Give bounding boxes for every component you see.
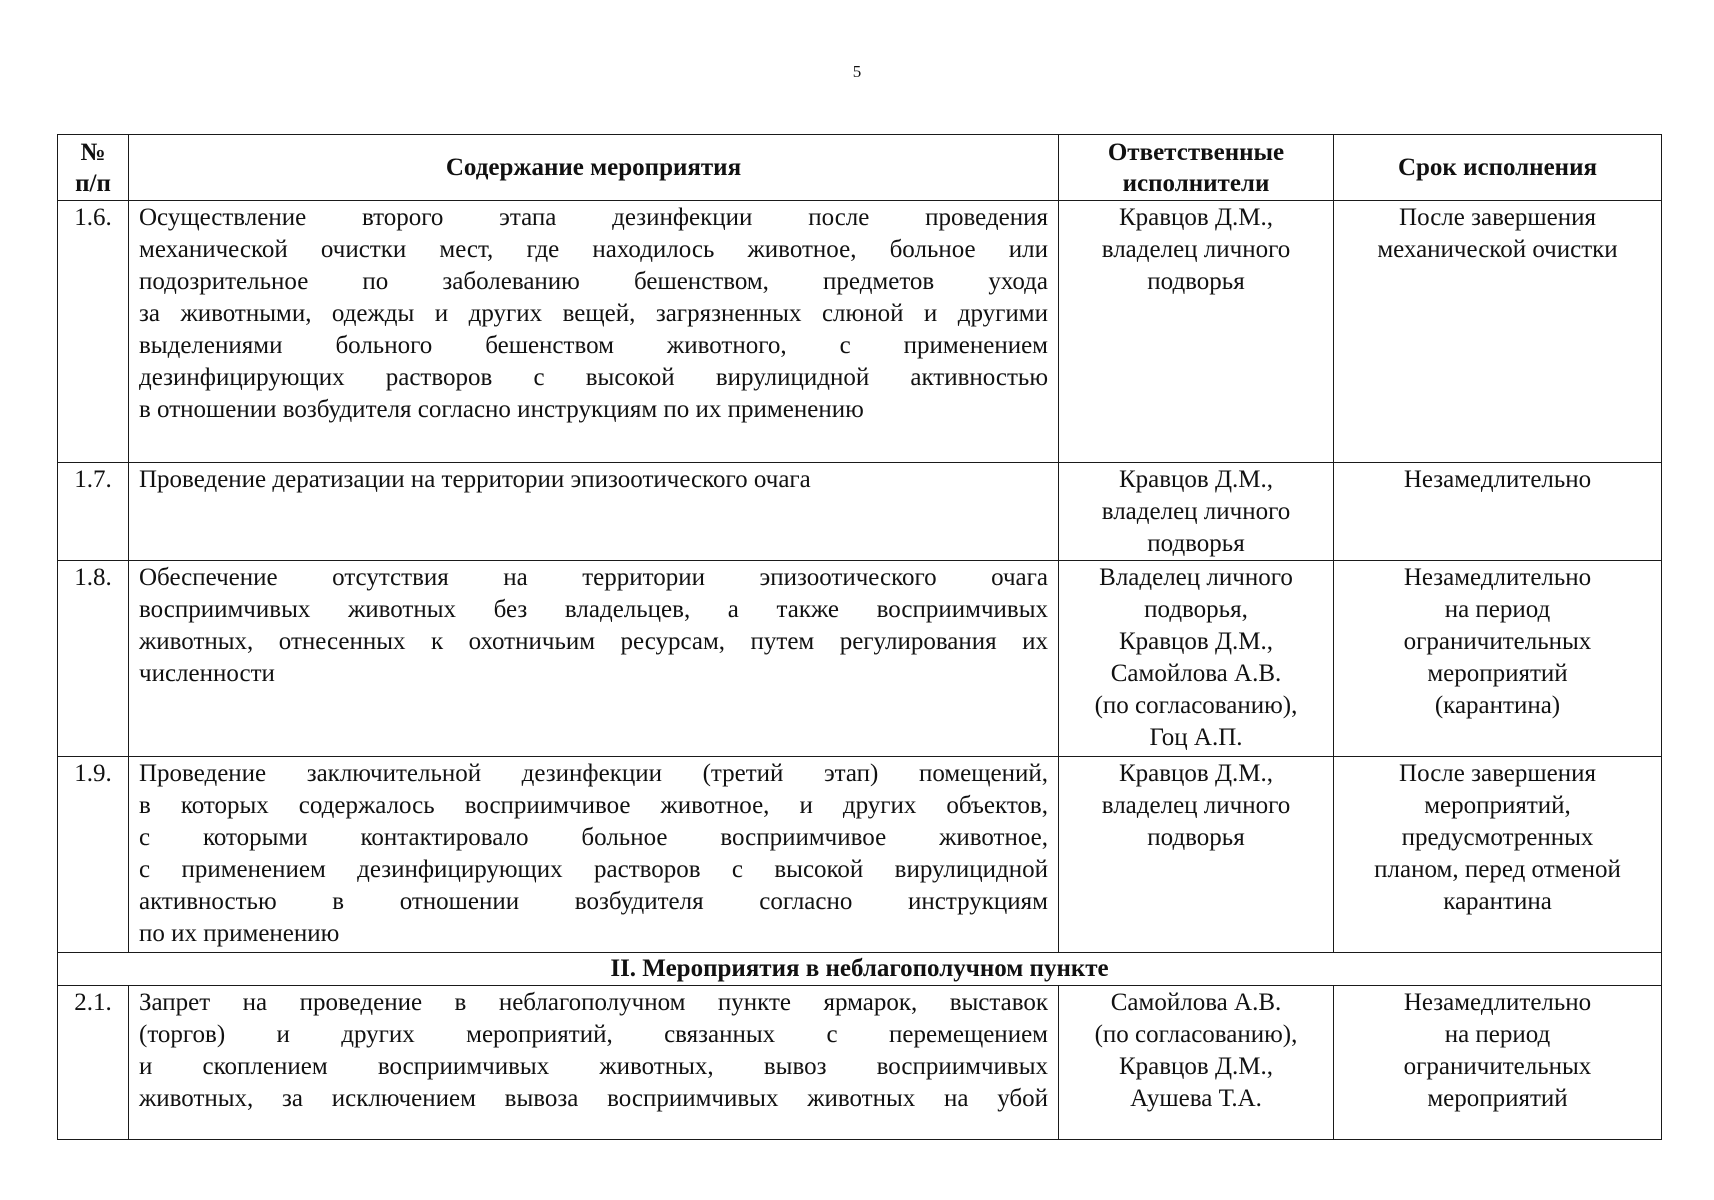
section-header-row (58, 953, 1662, 986)
row-deadline: Незамедлительно на период ограничительных мероприятий (1334, 986, 1662, 1140)
row-responsible: Владелец личного подворья, Кравцов Д.М., Самойлова А.В. (по согласованию), Гоц А.П. (1059, 561, 1334, 757)
page-number: 5 (852, 62, 862, 81)
table-row (58, 201, 1662, 463)
section-title: II. Мероприятия в неблагополучном пункте (58, 953, 1662, 986)
row-number: 1.9. (58, 757, 129, 953)
table-row (58, 561, 1662, 757)
measures-table (57, 134, 1662, 1140)
row-deadline: После завершения мероприятий, предусмотренных планом, перед отменой карантина (1334, 757, 1662, 953)
row-deadline: Незамедлительно (1334, 463, 1662, 561)
table-header-row (58, 135, 1662, 201)
header-number: № п/п (58, 135, 129, 201)
row-content: Проведение дератизации на территории эпизоотического очага (129, 463, 1059, 561)
header-responsible: Ответственные исполнители (1059, 135, 1334, 201)
table-row (58, 986, 1662, 1140)
row-number: 1.7. (58, 463, 129, 561)
row-number: 1.8. (58, 561, 129, 757)
row-content: Проведение заключительной дезинфекции (третий этап) помещений, в которых содержалось восприимчивое животное, и других объектов, с которыми контактировало больное восприимчивое животное, с применением дезинфицирующих растворов с высокой вирулицидной активностью в отношении возбудителя согласно инструкциям по их применению (129, 757, 1059, 953)
row-responsible: Кравцов Д.М., владелец личного подворья (1059, 463, 1334, 561)
row-content: Запрет на проведение в неблагополучном пункте ярмарок, выставок (торгов) и других мероприятий, связанных с перемещением и скоплением восприимчивых животных, вывоз восприимчивых животных, за исключением вывоза восприимчивых животных на убой (129, 986, 1059, 1140)
table-row (58, 757, 1662, 953)
header-deadline: Срок исполнения (1334, 135, 1662, 201)
row-content: Обеспечение отсутствия на территории эпизоотического очага восприимчивых животных без владельцев, а также восприимчивых животных, отнесенных к охотничьим ресурсам, путем регулирования их численности (129, 561, 1059, 757)
row-responsible: Самойлова А.В. (по согласованию), Кравцов Д.М., Аушева Т.А. (1059, 986, 1334, 1140)
row-content: Осуществление второго этапа дезинфекции после проведения механической очистки мест, где находилось животное, больное или подозрительное по заболеванию бешенством, предметов ухода за животными, одежды и других вещей, загрязненных слюной и другими выделениями больного бешенством животного, с применением дезинфицирующих растворов с высокой вирулицидной активностью в отношении возбудителя согласно инструкциям по их применению (129, 201, 1059, 463)
row-responsible: Кравцов Д.М., владелец личного подворья (1059, 757, 1334, 953)
table-row (58, 463, 1662, 561)
row-number: 2.1. (58, 986, 129, 1140)
row-number: 1.6. (58, 201, 129, 463)
header-content: Содержание мероприятия (129, 135, 1059, 201)
row-responsible: Кравцов Д.М., владелец личного подворья (1059, 201, 1334, 463)
row-deadline: После завершения механической очистки (1334, 201, 1662, 463)
row-deadline: Незамедлительно на период ограничительных мероприятий (карантина) (1334, 561, 1662, 757)
